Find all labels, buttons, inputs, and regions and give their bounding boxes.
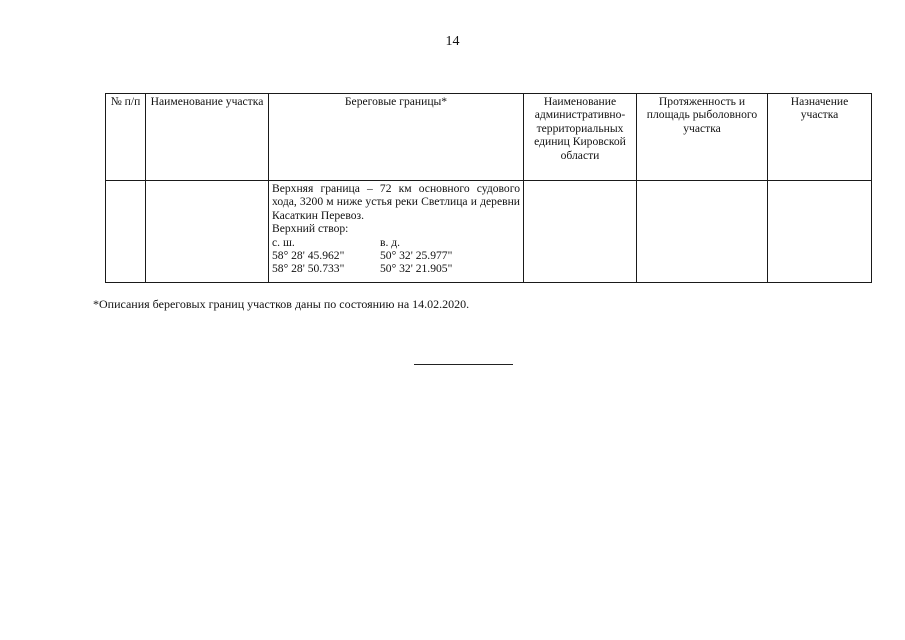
latitude-value: 58° 28' 50.733" <box>272 262 345 276</box>
header-number: № п/п <box>106 94 146 181</box>
longitude-value: 50° 32' 25.977" <box>380 249 453 263</box>
header-site-name: Наименование участка <box>146 94 269 181</box>
table-row <box>106 181 872 283</box>
end-divider <box>414 364 513 365</box>
footnote: *Описания береговых границ участков даны по состоянию на 14.02.2020. <box>93 297 470 311</box>
cell-site-name <box>146 181 269 283</box>
fishing-sites-table <box>105 93 872 283</box>
latitude-label: с. ш. <box>272 235 295 249</box>
header-admin-units: Наименование административно-территориальных единиц Кировской области <box>524 94 637 181</box>
latitude-value: 58° 28' 45.962" <box>272 249 345 263</box>
coord-labels-row <box>272 236 520 249</box>
cell-number <box>106 181 146 283</box>
table-header-row <box>106 94 872 181</box>
header-length-area: Протяженность и площадь рыболовного участка <box>637 94 768 181</box>
coord-row <box>272 262 520 275</box>
coord-row <box>272 249 520 262</box>
longitude-value: 50° 32' 21.905" <box>380 262 453 276</box>
bounds-description: Верхняя граница – 72 км основного судового хода, 3200 м ниже устья реки Светлица и деревни Касаткин Перевоз. <box>272 182 520 222</box>
longitude-label: в. д. <box>380 235 401 249</box>
header-shore-boundaries: Береговые границы* <box>269 94 524 181</box>
header-purpose: Назначение участка <box>768 94 872 181</box>
cell-admin-units <box>524 181 637 283</box>
cell-length-area <box>637 181 768 283</box>
upper-line-label: Верхний створ: <box>272 222 349 236</box>
cell-purpose <box>768 181 872 283</box>
page-number: 14 <box>445 34 460 49</box>
cell-shore-boundaries <box>269 181 524 283</box>
